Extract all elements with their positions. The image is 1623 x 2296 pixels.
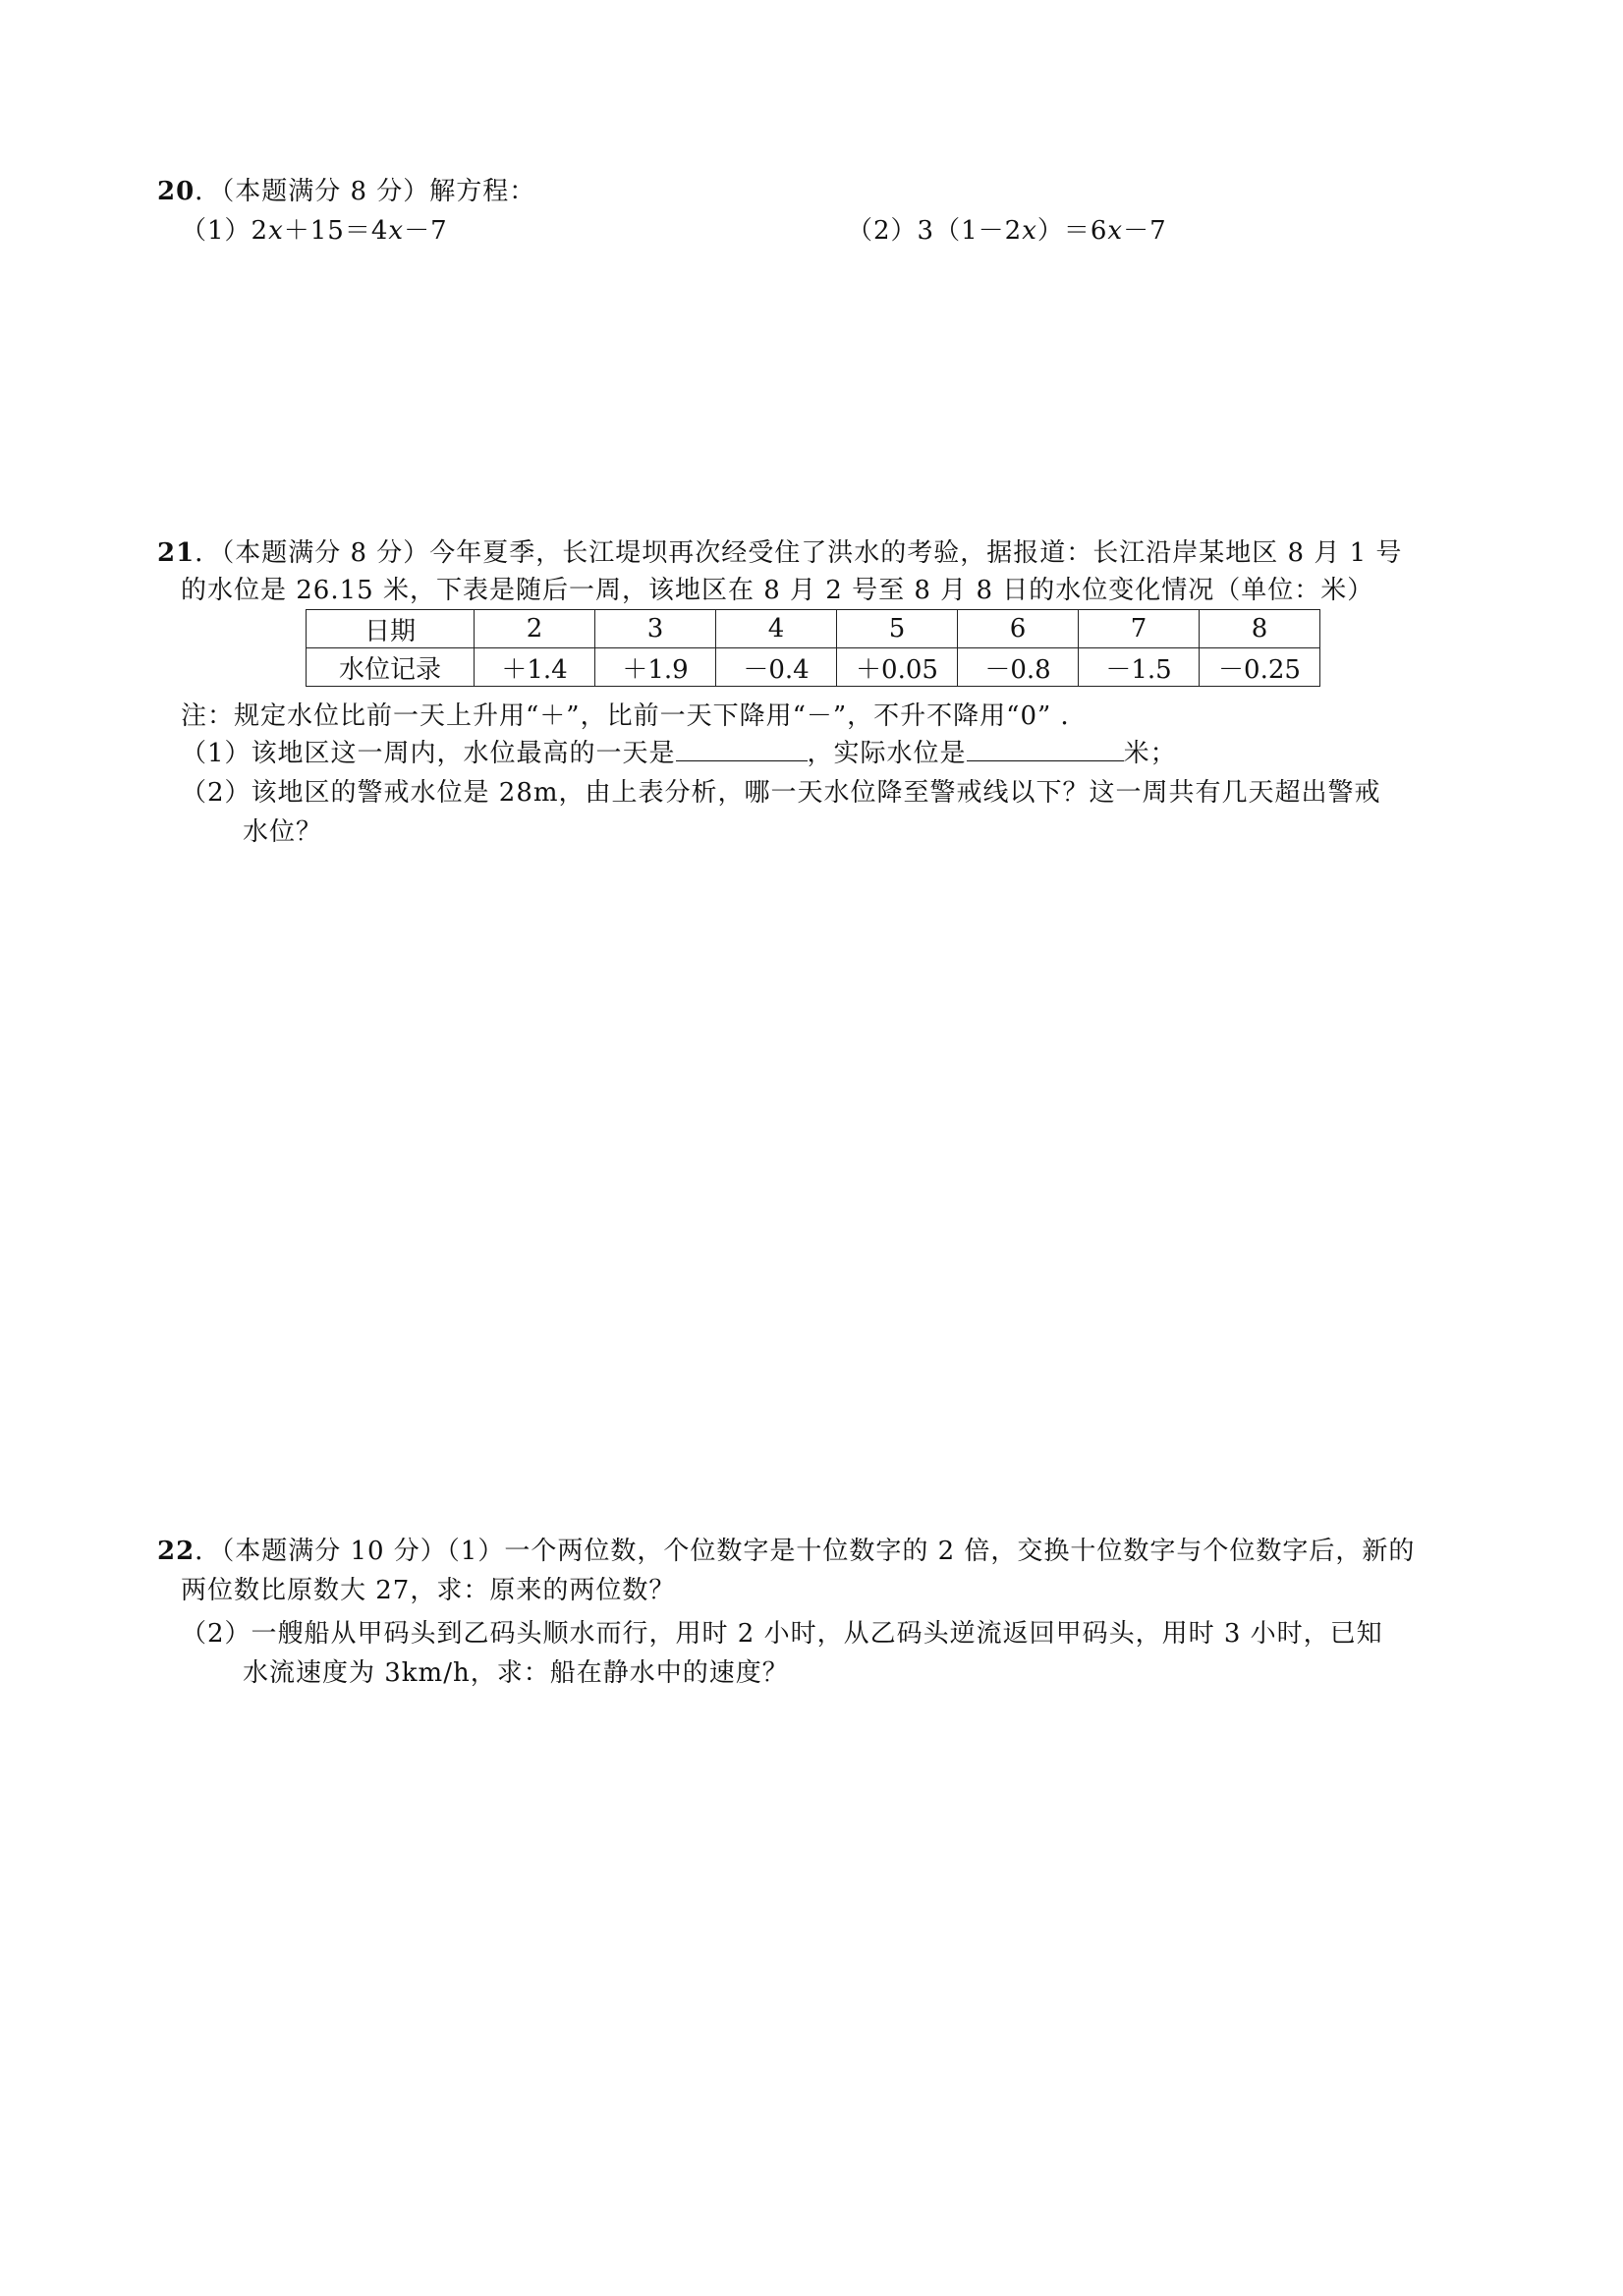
q21-part1-text-a: （1）该地区这一周内，水位最高的一天是 [181, 739, 676, 768]
q22-part2-text-1: （2）一艘船从甲码头到乙码头顺水而行，用时 2 小时，从乙码头逆流返回甲码头，用时 3 小时，已知 [181, 1619, 1383, 1649]
q20-part1-var1: x [268, 216, 284, 246]
table-cell-date: 5 [837, 610, 958, 648]
answer-blank-day[interactable] [676, 737, 808, 761]
table-cell-date: 8 [1200, 610, 1320, 648]
table-cell-date: 2 [475, 610, 595, 648]
q20-part1-var2: x [388, 216, 405, 246]
q20-part1-pre: 2 [251, 216, 269, 246]
q21-part2-line2 [243, 815, 322, 849]
q20-part2-var1: x [1022, 216, 1037, 246]
q20-part2 [847, 214, 1167, 248]
q21-note-text: 注：规定水位比前一天上升用“＋”，比前一天下降用“－”，不升不降用“0” ． [181, 701, 1088, 731]
table-cell-record: ＋1.9 [595, 648, 716, 687]
table-cell-record: －0.25 [1200, 648, 1320, 687]
q22-part2-text-2: 水流速度为 3km/h，求：船在静水中的速度？ [243, 1658, 789, 1688]
table-cell-record: －1.5 [1079, 648, 1200, 687]
q20-part1-post: －7 [404, 216, 448, 246]
table-row-records [307, 648, 1320, 687]
table-cell-date: 7 [1079, 610, 1200, 648]
q21-part2-text-2: 水位？ [243, 817, 323, 847]
q21-part2-text-1: （2）该地区的警戒水位是 28m，由上表分析，哪一天水位降至警戒线以下？这一周共有几天超出警戒 [181, 778, 1381, 808]
q20-part2-label: （2） [847, 216, 918, 246]
q20-part2-mid: ）＝6 [1036, 216, 1108, 246]
table-cell-record: －0.8 [958, 648, 1079, 687]
q21-line2-text: 的水位是 26.15 米，下表是随后一周，该地区在 8 月 2 号至 8 月 8 日的水位变化情况（单位：米） [181, 576, 1374, 605]
q21-note [181, 700, 1088, 733]
q21-part2-line1 [181, 776, 1381, 810]
table-row-dates [307, 610, 1320, 648]
table-cell-record: ＋1.4 [475, 648, 595, 687]
q20-part2-var2: x [1107, 216, 1124, 246]
q22-line2-text: 两位数比原数大 27，求：原来的两位数？ [181, 1576, 676, 1605]
q21-part1-text-b: ，实际水位是 [807, 739, 967, 768]
q20-part2-pre: 3（1－2 [917, 216, 1023, 246]
q21-number: 21 [157, 538, 196, 568]
q20-part1-label: （1） [181, 216, 252, 246]
table-cell-date: 4 [716, 610, 837, 648]
water-level-table [306, 609, 1320, 687]
table-cell-date: 6 [958, 610, 1079, 648]
q22-part2-line1 [181, 1617, 1383, 1651]
q20-part1 [181, 214, 448, 248]
q22-number: 22 [157, 1537, 196, 1566]
table-header-record: 水位记录 [307, 648, 475, 687]
q22-line1-text: ．（本题满分 10 分）（1）一个两位数，个位数字是十位数字的 2 倍，交换十位数字与个位数字后，新的 [195, 1537, 1416, 1566]
q21-part1-text-c: 米； [1123, 739, 1177, 768]
q20-part2-post: －7 [1123, 216, 1167, 246]
q20-header-text: ．（本题满分 8 分）解方程： [195, 177, 536, 206]
q21-line2 [181, 574, 1373, 607]
q20-part1-mid: ＋15＝4 [283, 216, 389, 246]
q22-part2-line2 [243, 1656, 789, 1690]
q22-line1 [157, 1535, 1415, 1568]
q22-line2 [181, 1574, 675, 1607]
table-cell-record: ＋0.05 [837, 648, 958, 687]
q21-part1 [181, 737, 1177, 770]
table-cell-record: －0.4 [716, 648, 837, 687]
q20-header [157, 175, 535, 208]
q21-line1 [157, 536, 1402, 570]
table-header-date: 日期 [307, 610, 475, 648]
q21-line1-text: ．（本题满分 8 分）今年夏季，长江堤坝再次经受住了洪水的考验，据报道：长江沿岸某地区 8 月 1 号 [195, 538, 1403, 568]
answer-blank-level[interactable] [967, 737, 1124, 761]
q20-number: 20 [157, 177, 196, 206]
table-cell-date: 3 [595, 610, 716, 648]
